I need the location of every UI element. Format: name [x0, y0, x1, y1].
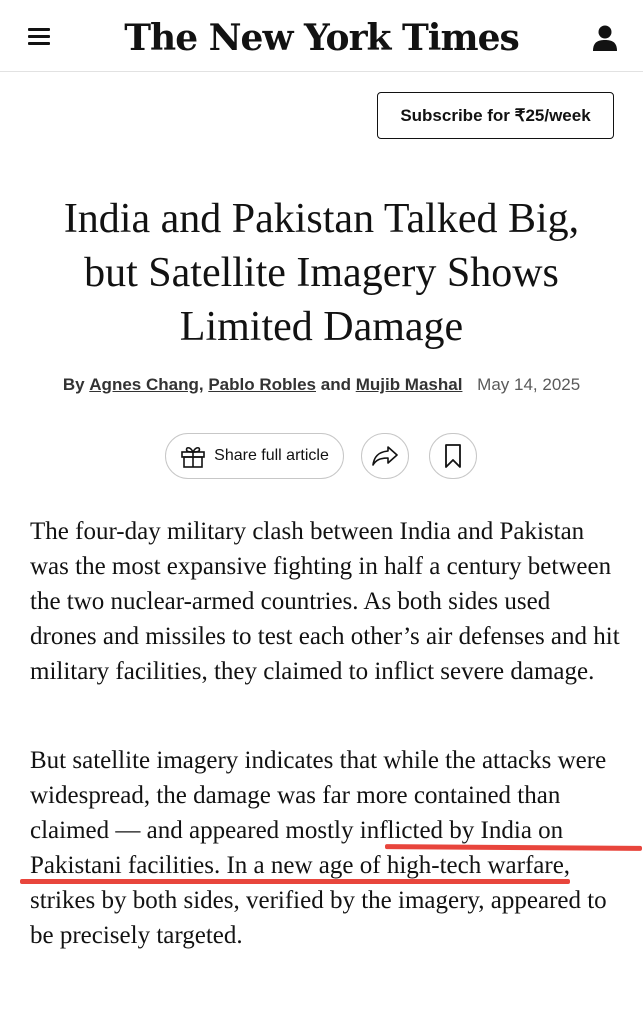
author-link-agnes-chang[interactable]: Agnes Chang: [89, 375, 199, 394]
highlight-underline: [20, 879, 570, 884]
publish-date: May 14, 2025: [477, 375, 581, 394]
subscribe-button[interactable]: Subscribe for ₹25/week: [377, 92, 614, 139]
gift-icon: [180, 443, 206, 469]
author-link-mujib-mashal[interactable]: Mujib Mashal: [355, 375, 463, 394]
top-bar: [0, 0, 643, 72]
article-paragraph: But satellite imagery indicates that while the attacks were widespread, the damage was far more contained than claimed — and appeared mostly inflicted by India on Pakistani facilities. In a new age of high-tech warfare, strikes by both sides, verified by the imagery, appeared to be precisely targeted.: [30, 747, 607, 949]
share-full-article-label: Share full article: [214, 447, 329, 464]
share-button[interactable]: [361, 433, 409, 479]
share-arrow-icon: [371, 445, 399, 467]
nyt-logo[interactable]: The New York Times: [124, 17, 519, 59]
byline-separator: ,: [198, 375, 204, 394]
save-bookmark-button[interactable]: [429, 433, 477, 479]
author-link-pablo-robles[interactable]: Pablo Robles: [208, 375, 316, 394]
byline-prefix: By: [62, 375, 85, 394]
share-full-article-button[interactable]: [165, 433, 344, 479]
article-paragraph: The four-day military clash between India and Pakistan was the most expansive fighting in half a century between the two nuclear-armed countries. As both sides used drones and missiles to test each other’s air defenses and hit military facilities, they claimed to inflict severe damage.: [30, 518, 620, 685]
bookmark-icon: [444, 444, 462, 468]
byline: [0, 375, 643, 395]
article-headline: India and Pakistan Talked Big, but Satellite Imagery Shows Limited Damage: [63, 196, 580, 350]
byline-and: and: [320, 375, 351, 394]
account-icon[interactable]: [592, 24, 618, 52]
